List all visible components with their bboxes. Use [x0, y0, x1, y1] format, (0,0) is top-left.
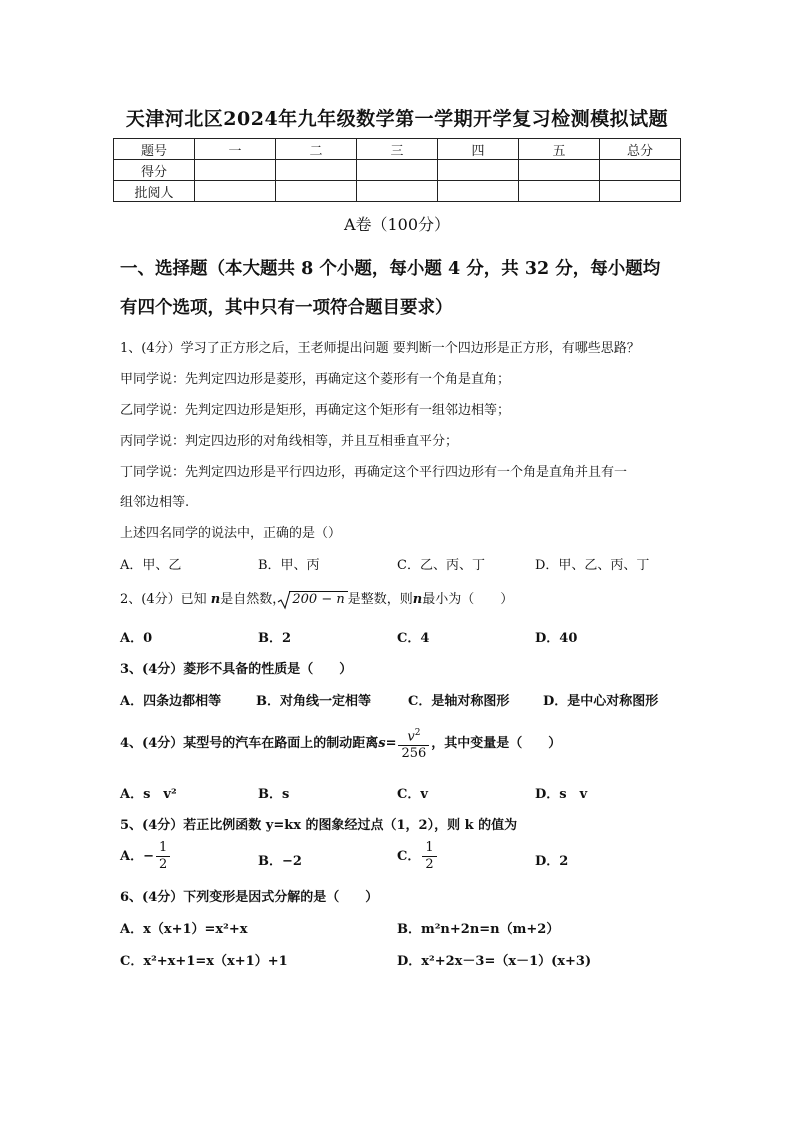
empty-cell — [195, 160, 276, 181]
q2-radicand: 200 − n — [289, 591, 347, 607]
q1-jia: 甲同学说：先判定四边形是菱形，再确定这个菱形有一个角是直角； — [120, 372, 511, 387]
q2-var-n: n — [210, 592, 221, 607]
header-cell: 一 — [195, 139, 276, 160]
q5-option-c-num: 1 — [425, 840, 434, 855]
q4-fraction — [398, 725, 429, 762]
q6-option-c: C．x²+x+1=x（x+1）+1 — [120, 954, 288, 969]
q5-option-b: B．−2 — [258, 854, 302, 869]
q5-option-a-label: A． — [120, 849, 144, 864]
q5-option-a-fraction — [156, 840, 170, 873]
q1-option-b: B．甲、丙 — [258, 558, 320, 573]
empty-cell — [519, 160, 600, 181]
q5-option-a-den: 2 — [156, 856, 170, 873]
q2-var-n-2: n — [412, 592, 423, 607]
q4-numerator — [398, 725, 429, 745]
empty-cell — [519, 181, 600, 202]
q6-stem: 6、(4分）下列变形是因式分解的是（ ） — [120, 890, 379, 905]
score-table-header-row — [114, 139, 681, 160]
score-table-score-row — [114, 160, 681, 181]
q5-option-c-label: C． — [397, 849, 421, 864]
q3-option-a: A．四条边都相等 — [120, 694, 222, 709]
q3-option-b: B．对角线一定相等 — [256, 694, 371, 709]
empty-cell — [357, 181, 438, 202]
q4-lhs: s= — [378, 736, 397, 752]
empty-cell — [276, 160, 357, 181]
q3-option-d: D．是中心对称图形 — [543, 694, 659, 709]
empty-cell — [438, 160, 519, 181]
score-table-grader-row — [114, 181, 681, 202]
q1-ding-line2: 组邻边相等. — [120, 495, 190, 510]
exam-title: 天津河北区2024年九年级数学第一学期开学复习检测模拟试题 — [125, 108, 669, 130]
score-table — [113, 138, 681, 202]
q1-ding-line1: 丁同学说：先判定四边形是平行四边形，再确定这个平行四边形有一个角是直角并且有一 — [120, 465, 628, 480]
q2-suffix1: 是整数，则 — [347, 592, 413, 607]
header-cell: 题号 — [114, 139, 195, 160]
radical-sign-icon — [277, 590, 291, 610]
q5-option-c-den: 2 — [422, 856, 436, 873]
sqrt-expression — [289, 592, 347, 607]
q4-option-c: C．v — [397, 787, 428, 802]
q2-option-d: D．40 — [535, 631, 578, 646]
header-cell: 五 — [519, 139, 600, 160]
paper-a-heading: A卷（100分） — [343, 215, 451, 234]
q6-option-a: A．x（x+1）=x²+x — [120, 922, 248, 937]
empty-cell — [438, 181, 519, 202]
q2-option-c: C．4 — [397, 631, 430, 646]
q4-option-d: D．s v — [535, 787, 588, 802]
q4-num-exp: 2 — [414, 728, 421, 738]
q4-num-var: v — [407, 729, 415, 745]
q5-option-c — [397, 840, 439, 873]
header-cell: 三 — [357, 139, 438, 160]
q4-denominator: 256 — [398, 745, 429, 762]
empty-cell — [600, 160, 681, 181]
q1-option-c: C．乙、丙、丁 — [397, 558, 485, 573]
q4-suffix: ，其中变量是（ ） — [431, 736, 562, 752]
q5-option-a — [120, 840, 172, 873]
row-label-score: 得分 — [114, 160, 195, 181]
empty-cell — [600, 181, 681, 202]
q4-prefix: 4、(4分）某型号的汽车在路面上的制动距离 — [120, 736, 379, 752]
q2-prefix: 2、(4分）已知 — [120, 592, 207, 607]
q2-option-a: A．0 — [120, 631, 153, 646]
q3-option-c: C．是轴对称图形 — [408, 694, 510, 709]
q4-option-a: A．s v² — [120, 787, 177, 802]
q1-bing: 丙同学说：判定四边形的对角线相等，并且互相垂直平分； — [120, 434, 459, 449]
q5-option-d: D．2 — [535, 854, 569, 869]
empty-cell — [276, 181, 357, 202]
q1-option-d: D．甲、乙、丙、丁 — [535, 558, 650, 573]
q1-option-a: A．甲、乙 — [120, 558, 182, 573]
q1-stem: 1、(4分）学习了正方形之后，王老师提出问题 要判断一个四边形是正方形，有哪些思路？ — [120, 341, 640, 356]
q4-stem — [120, 725, 561, 762]
q5-option-a-num: 1 — [159, 840, 168, 855]
q2-option-b: B．2 — [258, 631, 292, 646]
q5-option-a-sign: − — [143, 849, 154, 864]
q3-stem: 3、(4分）菱形不具备的性质是（ ） — [120, 662, 353, 677]
q5-stem: 5、(4分）若正比例函数 y=kx 的图象经过点（1，2），则 k 的值为 — [120, 818, 518, 833]
q5-option-c-fraction — [422, 840, 436, 873]
empty-cell — [357, 160, 438, 181]
q2-suffix2: 最小为（ ） — [422, 592, 514, 607]
q1-yi: 乙同学说：先判定四边形是矩形，再确定这个矩形有一组邻边相等； — [120, 403, 511, 418]
header-cell: 总分 — [600, 139, 681, 160]
header-cell: 二 — [276, 139, 357, 160]
empty-cell — [195, 181, 276, 202]
header-cell: 四 — [438, 139, 519, 160]
row-label-grader: 批阅人 — [114, 181, 195, 202]
q2-mid: 是自然数， — [220, 592, 286, 607]
section1-heading-line2: 有四个选项，其中只有一项符合题目要求） — [120, 298, 453, 318]
q6-option-b: B．m²n+2n=n（m+2） — [397, 922, 560, 937]
q6-option-d: D．x²+2x－3=（x－1）(x+3) — [397, 954, 592, 969]
q2-stem — [120, 588, 513, 607]
section1-heading-line1: 一、选择题（本大题共 8 个小题，每小题 4 分，共 32 分，每小题均 — [120, 259, 661, 279]
q1-ask: 上述四名同学的说法中，正确的是（） — [120, 526, 342, 541]
q4-option-b: B．s — [258, 787, 290, 802]
